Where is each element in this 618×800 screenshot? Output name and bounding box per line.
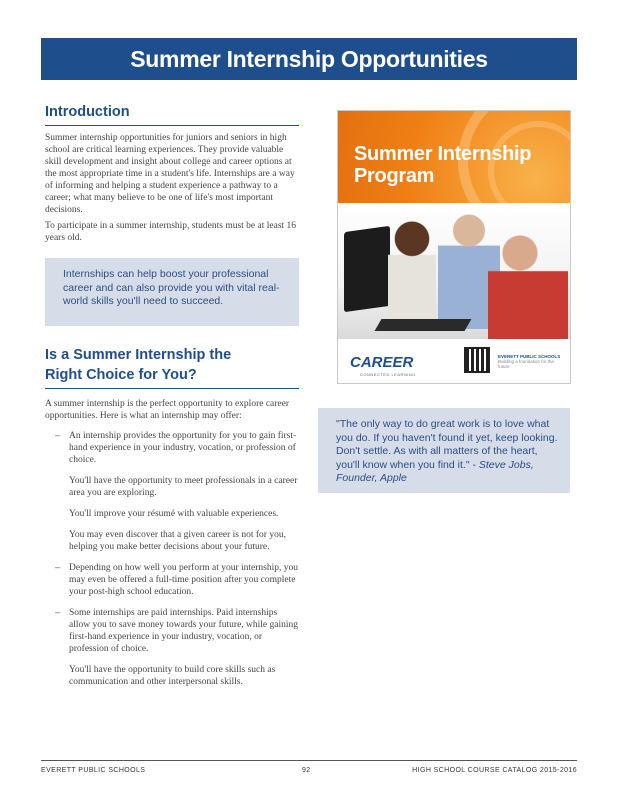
monitor-illustration: [344, 226, 390, 312]
district-logo-name: EVERETT PUBLIC SCHOOLS: [498, 354, 561, 359]
intro-heading: Introduction: [45, 102, 299, 126]
page-number: 92: [302, 767, 311, 774]
district-logo: [498, 354, 562, 369]
student-illustration: [388, 219, 436, 329]
intro-paragraph-1: Summer internship opportunities for juniors and seniors in high school are critical learning experiences. They provide valuable skill development and insight about college and career options at the most appropriate time in a student's life. Internships are a way of informing and helping a student experience a pathway to a career; what many believe to be one of life's most important decisions.: [45, 133, 295, 215]
sub-item: You'll have the opportunity to build core skills such as communication and other interpersonal skills.: [69, 665, 276, 687]
quote-text: "The only way to do great work is to love what you do. If you haven't found it yet, keep looking. Don't settle. As with all matters of the heart, you'll know when you find it." -: [336, 418, 558, 471]
program-cover-image: [337, 110, 571, 384]
cover-title-line-2: Program: [354, 165, 435, 187]
sub-item: You may even discover that a given career is not for you, helping you make better decisions about your future.: [69, 530, 286, 552]
benefits-list: [45, 430, 299, 688]
cover-title: [354, 143, 531, 187]
bullet-text: Some internships are paid internships. Paid internships allow you to save money towards your future, while gaining first-hand experience in your industry, vocation, or profession of choice.: [69, 608, 299, 654]
footer-catalog-title: HIGH SCHOOL COURSE CATALOG 2015-2016: [412, 767, 577, 774]
footer-district: EVERETT PUBLIC SCHOOLS: [41, 767, 146, 774]
bullet-dash-icon: –: [55, 430, 61, 441]
list-item: [45, 607, 299, 655]
sub-item: You'll have the opportunity to meet professionals in a career area you are exploring.: [69, 476, 298, 498]
bullet-dash-icon: –: [55, 562, 61, 573]
qr-code-icon: [464, 347, 490, 373]
list-item: [45, 562, 299, 598]
district-logo-tagline: Building a foundation for the future: [498, 359, 555, 369]
bullet-dash-icon: –: [55, 607, 61, 618]
quote-box: [318, 408, 570, 493]
bullet-text: Depending on how well you perform at your internship, you may even be offered a full-time position after you complete your post-high school education.: [69, 563, 299, 597]
student-at-computer-illustration: [488, 231, 568, 341]
choice-heading-line-2: Right Choice for You?: [45, 367, 197, 383]
bullet-text: An internship provides the opportunity for you to gain first-hand experience in your industry, vocation, or profession of choice.: [69, 431, 297, 465]
choice-heading: [45, 345, 299, 389]
cover-title-line-1: Summer Internship: [354, 143, 532, 165]
list-item: [45, 430, 299, 466]
keyboard-illustration: [375, 319, 472, 331]
sub-item: You'll improve your résumé with valuable experiences.: [69, 509, 279, 519]
choice-intro: A summer internship is the perfect opportunity to explore career opportunities. Here is what an internship may offer:: [45, 399, 290, 421]
career-logo-subtitle: CONNECTED LEARNING: [360, 372, 416, 377]
page-title: Summer Internship Opportunities: [130, 45, 488, 72]
title-banner: [41, 38, 577, 80]
choice-heading-line-1: Is a Summer Internship the: [45, 347, 232, 363]
career-logo: CAREER: [350, 354, 414, 371]
intro-paragraph-2: To participate in a summer internship, students must be at least 16 years old.: [45, 221, 297, 243]
quote-attribution: Steve Jobs, Founder, Apple: [336, 458, 534, 484]
page-footer: [41, 760, 577, 774]
intro-callout: Internships can help boost your professional career and can also provide you with vital real-world skills you'll need to succeed.: [45, 258, 299, 326]
